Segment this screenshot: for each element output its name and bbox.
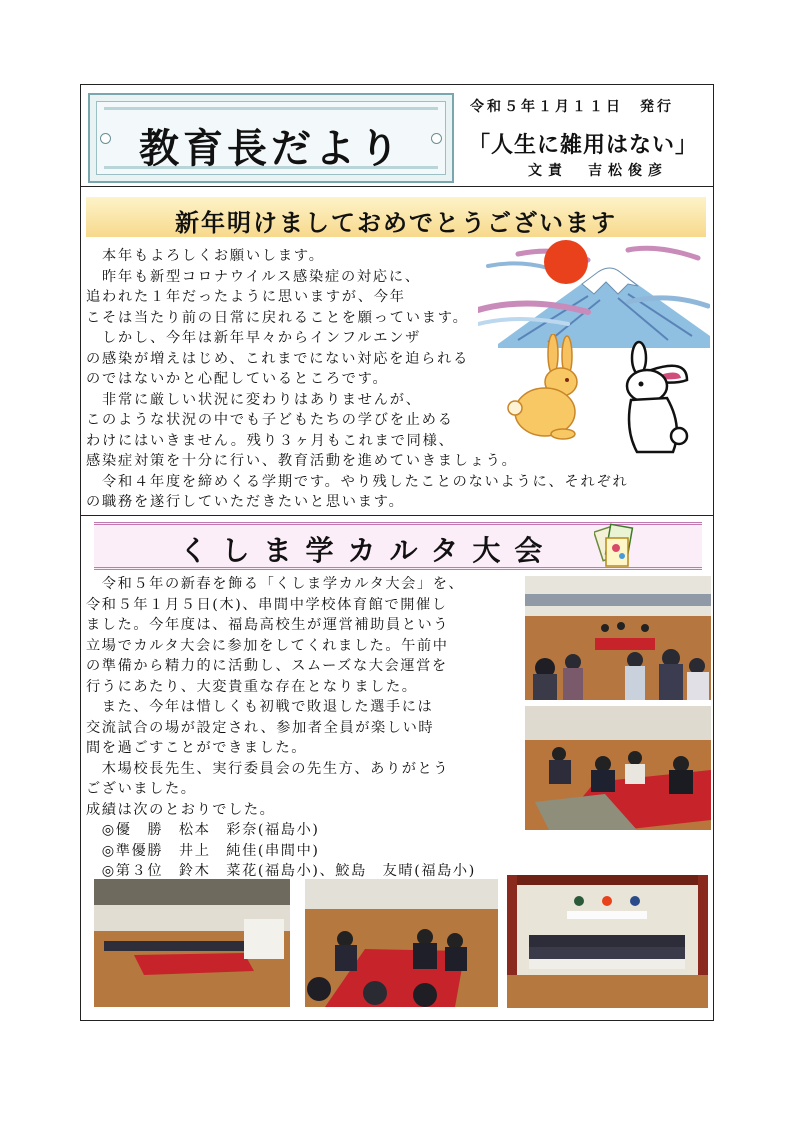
text-line: このような状況の中でも子どもたちの学びを止める <box>86 412 454 428</box>
text-line: 非常に厳しい状況に変わりはありませんが、 <box>86 391 422 408</box>
photo-karuta-players <box>305 879 498 1007</box>
text-line: の準備から精力的に活動し、スムーズな大会運営を <box>86 658 448 674</box>
text-line: ございました。 <box>86 781 197 797</box>
photo-karuta-match <box>525 706 711 830</box>
author: 文責 吉松俊彦 <box>528 163 668 179</box>
photo-group-picture <box>507 875 708 1008</box>
text-line: こそは当たり前の日常に戻れることを願っています。 <box>86 309 469 326</box>
text-line: 追われた１年だったように思いますが、今年 <box>86 289 406 305</box>
text-line: 行うにあたり、大変貴重な存在となりました。 <box>86 678 418 695</box>
text-line: ◎第３位 鈴木 菜花(福島小)、鮫島 友晴(福島小) <box>86 863 476 879</box>
divider <box>80 515 714 516</box>
text-line: ◎優 勝 松本 彩奈(福島小) <box>86 822 320 838</box>
photo-gym-tournament <box>525 576 711 700</box>
text-line: しかし、今年は新年早々からインフルエンザ <box>86 330 422 346</box>
text-line: 令和４年度を締めくる学期です。やり残したことのないように、それぞれ <box>86 473 629 490</box>
text-line: また、今年は惜しくも初戦で敗退した選手には <box>86 699 434 715</box>
white-rabbit-illustration <box>617 340 695 458</box>
karuta-text <box>86 574 526 882</box>
text-line: 間を過ごすことができました。 <box>86 740 308 756</box>
newsletter-title: 教育長だより <box>139 126 403 172</box>
text-line: 立場でカルタ大会に参加をしてくれました。午前中 <box>86 637 449 654</box>
new-year-heading: 新年明けましておめでとうございます <box>175 209 617 237</box>
yellow-rabbit-illustration <box>505 334 587 442</box>
text-line: 令和５年の新春を飾る「くしま学カルタ大会」を、 <box>86 576 465 592</box>
new-year-banner <box>86 197 706 237</box>
text-line: ◎準優勝 井上 純佳(串間中) <box>86 842 320 859</box>
text-line: ました。今年度は、福島高校生が運営補助員という <box>86 617 450 633</box>
motto: 「人生に雑用はない」 <box>468 133 699 158</box>
text-line: 昨年も新型コロナウイルス感染症の対応に、 <box>86 268 421 285</box>
sun-icon <box>544 240 588 284</box>
text-line: 令和５年１月５日(木)、串間中学校体育館で開催し <box>86 596 448 613</box>
photo-gym-overview <box>94 879 290 1007</box>
text-line: 交流試合の場が設定され、参加者全員が楽しい時 <box>86 719 435 736</box>
text-line: わけにはいきません。残り３ヶ月もこれまで同様、 <box>86 432 455 449</box>
issue-date: 令和５年１月１１日 発行 <box>470 99 674 115</box>
karuta-heading: くしま学カルタ大会 <box>179 534 557 567</box>
title-plate <box>88 93 454 183</box>
text-line: の感染が増えはじめ、これまでにない対応を迫られる <box>86 350 470 367</box>
text-line: 本年もよろしくお願いします。 <box>86 248 325 264</box>
divider <box>80 186 714 187</box>
text-line: の職務を遂行していただきたいと思います。 <box>86 494 405 510</box>
text-line: のではないかと心配しているところです。 <box>86 371 389 387</box>
mount-fuji-sunrise-illustration <box>478 236 710 348</box>
text-line: 木場校長先生、実行委員会の先生方、ありがとう <box>86 760 450 777</box>
text-line: 感染症対策を十分に行い、教育活動を進めていきましょう。 <box>86 453 518 469</box>
karuta-cards-icon <box>594 520 638 570</box>
text-line: 成績は次のとおりでした。 <box>86 801 276 818</box>
